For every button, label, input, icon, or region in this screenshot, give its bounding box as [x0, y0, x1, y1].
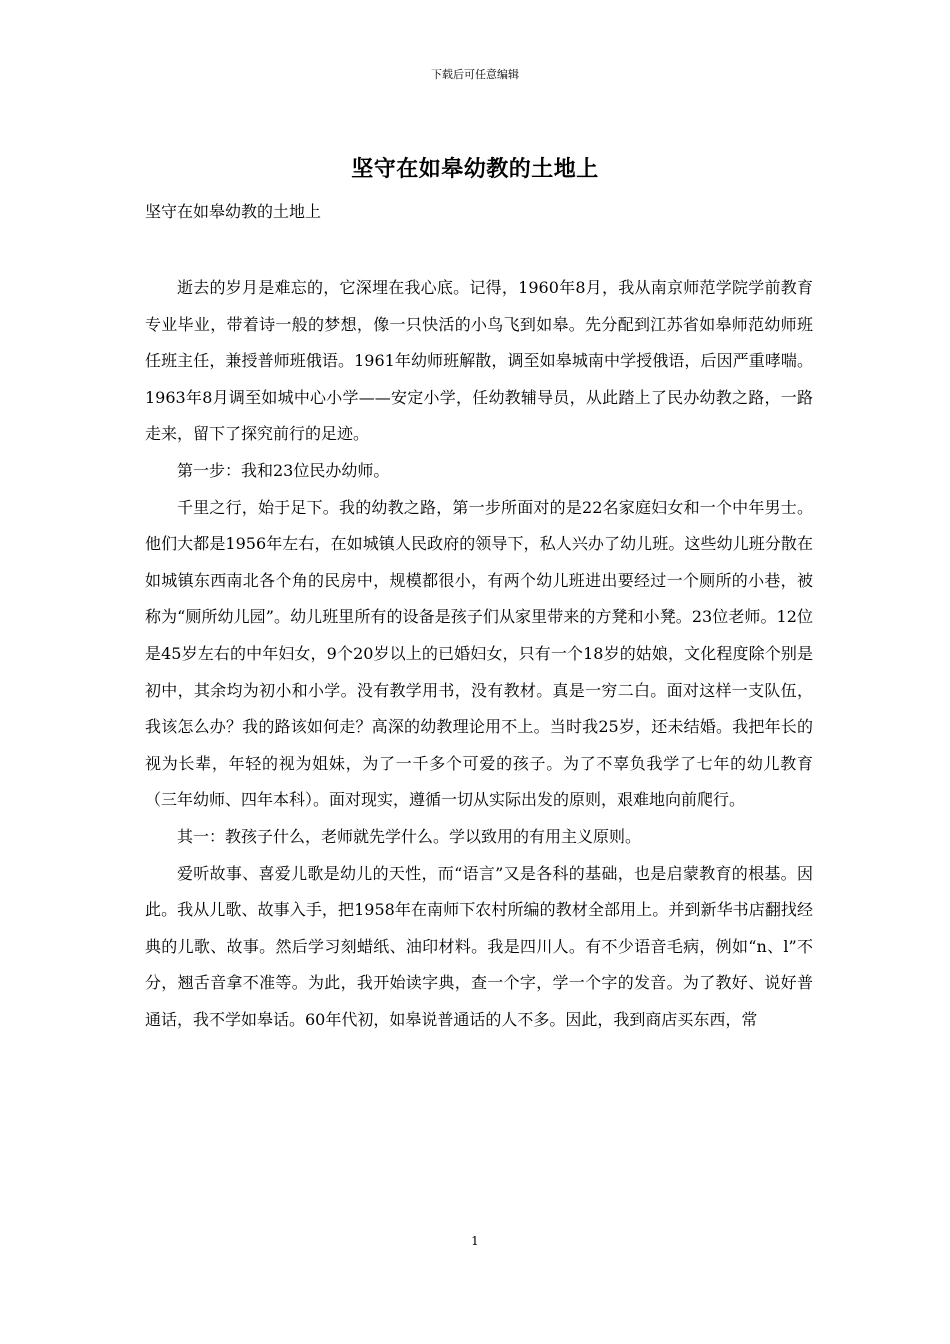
paragraph-language-teaching: 爱听故事、喜爱儿歌是幼儿的天性，而“语言”又是各科的基础，也是启蒙教育的根基。因此。我从儿歌、故事入手，把1958年在南师下农村所编的教材全部用上。并到新华书店翻找经典的儿歌、故事。然后学习刻蜡纸、油印材料。我是四川人。有不少语音毛病，例如“n、l”不分，翘舌音拿不准等。为此，我开始读字典，查一个字，学一个字的发音。为了教好、说好普通话，我不学如皋话。60年代初，如皋说普通话的人不多。因此，我到商店买东西，常 [145, 863, 813, 1029]
page-number: 1 [471, 1234, 479, 1248]
paragraph-intro: 逝去的岁月是难忘的，它深埋在我心底。记得，1960年8月，我从南京师范学院学前教育专业毕业，带着诗一般的梦想，像一只快活的小鸟飞到如皋。先分配到江苏省如皋师范幼师班任班主任，兼授普师班俄语。1961年幼师班解散，调至如皋城南中学授俄语，后因严重哮喘。1963年8月调至如城中心小学——安定小学，任幼教辅导员，从此踏上了民办幼教之路，一路走来，留下了探究前行的足迹。 [145, 278, 813, 444]
paragraph-principle-one: 其一：教孩子什么，老师就先学什么。学以致用的有用主义原则。 [177, 826, 642, 846]
document-subtitle: 坚守在如皋幼教的土地上 [145, 202, 322, 221]
document-title: 坚守在如皋幼教的土地上 [351, 156, 599, 182]
paragraph-step-one-heading: 第一步：我和23位民办幼师。 [177, 460, 390, 480]
document-body [145, 270, 813, 1038]
paragraph-step-one-body: 千里之行，始于足下。我的幼教之路，第一步所面对的是22名家庭妇女和一个中年男士。他们大都是1956年左右，在如城镇人民政府的领导下，私人兴办了幼儿班。这些幼儿班分散在如城镇东西南北各个角的民房中，规模都很小，有两个幼儿班进出要经过一个厕所的小巷，被称为“厕所幼儿园”。幼儿班里所有的设备是孩子们从家里带来的方凳和小凳。23位老师。12位是45岁左右的中年妇女，9个20岁以上的已婚妇女，只有一个18岁的姑娘，文化程度除个别是初中，其余均为初小和小学。没有教学用书，没有教材。真是一穷二白。面对这样一支队伍，我该怎么办？我的路该如何走？高深的幼教理论用不上。当时我25岁，还未结婚。我把年长的视为长辈，年轻的视为姐妹，为了一千多个可爱的孩子。为了不辜负我学了七年的幼儿教育（三年幼师、四年本科）。面对现实，遵循一切从实际出发的原则，艰难地向前爬行。 [145, 497, 813, 810]
page-header-note: 下载后可任意编辑 [431, 68, 519, 81]
